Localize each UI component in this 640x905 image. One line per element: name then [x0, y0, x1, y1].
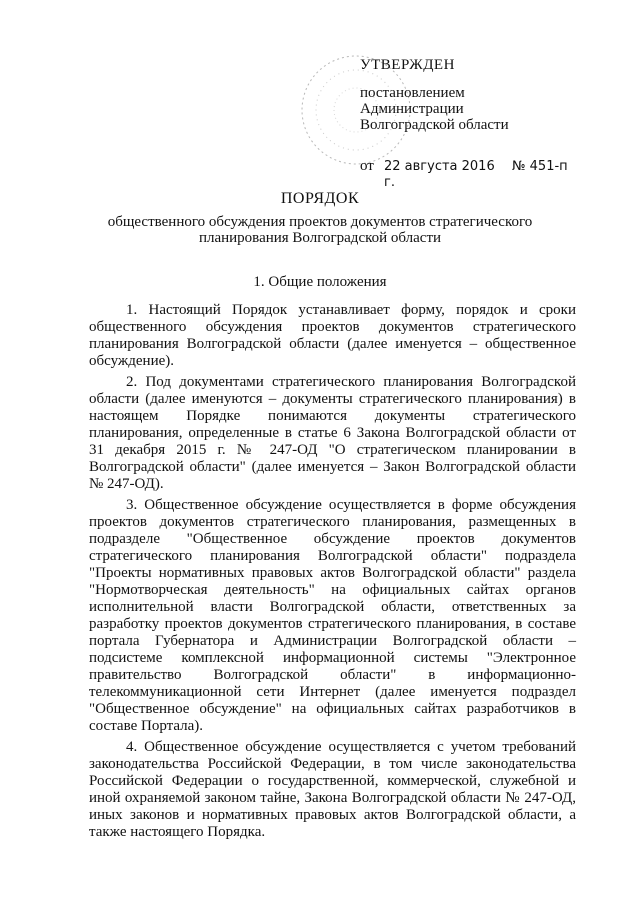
paragraph-4: 4. Общественное обсуждение осуществляется с учетом требований законодательства Российской Федерации, в том числе законодательства Российской Федерации о государственной, коммерческой, служебной и иной охраняемой законом тайне, Закона Волгоградской области № 247-ОД, иных законов и нормативных правовых актов Волгоградской области, а также настоящего Порядка.	[89, 739, 576, 840]
approval-line-1: постановлением	[360, 85, 465, 101]
approval-dateline	[360, 158, 610, 191]
approval-date: 22 августа 2016 г.	[384, 159, 495, 190]
document-title: ПОРЯДОК	[280, 190, 360, 207]
document-body	[89, 302, 576, 845]
document-subtitle-text: общественного обсуждения проектов документов стратегического планирования Волгоградской области	[107, 214, 533, 246]
paragraph-2: 2. Под документами стратегического планирования Волгоградской области (далее именуются – документы стратегического планирования) в настоящем Порядке понимаются документы стратегического планирования, определенные в статье 6 Закона Волгоградской области от 31 декабря 2015 г. № 247-ОД "О стратегическом планировании в Волгоградской области" (далее именуется – Закон Волгоградской области № 247-ОД).	[89, 374, 576, 492]
paragraph-1: 1. Настоящий Порядок устанавливает форму, порядок и сроки общественного обсуждения проектов документов стратегического планирования Волгоградской области (далее именуется – общественное обсуждение).	[89, 302, 576, 369]
approval-line-2: Администрации	[360, 101, 464, 117]
approval-heading: УТВЕРЖДЕН	[360, 57, 455, 73]
paragraph-3: 3. Общественное обсуждение осуществляется в форме обсуждения проектов документов стратегического планирования, размещенных в подразделе "Общественное обсуждение проектов документов стратегического планирования Волгоградской области" подраздела "Проекты нормативных правовых актов Волгоградской области" раздела "Нормотворческая деятельность" на официальных сайтах органов исполнительной власти Волгоградской области, ответственных за разработку проектов документов стратегического планирования, в составе портала Губернатора и Администрации Волгоградской области – подсистеме комплексной информационной системы "Электронное правительство Волгоградской области" в информационно-телекоммуникационной сети Интернет (далее именуется подраздел "Общественное обсуждение" на официальных сайтах разработчиков в составе Портала).	[89, 497, 576, 734]
approval-line-3: Волгоградской области	[360, 117, 509, 133]
section-title: 1. Общие положения	[253, 274, 387, 290]
approval-number: № 451-п	[512, 159, 568, 174]
document-subtitle	[0, 214, 640, 246]
approval-block	[360, 57, 610, 191]
date-prefix: от	[360, 158, 374, 174]
